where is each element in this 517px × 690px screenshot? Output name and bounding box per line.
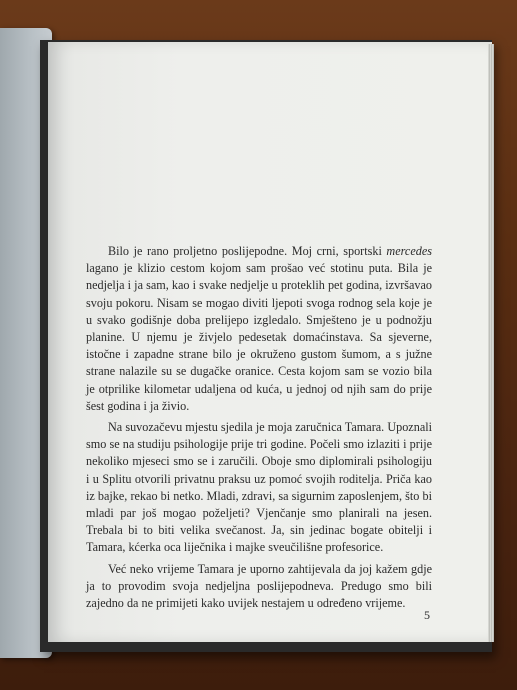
paragraph-1: Bilo je rano proljetno poslijepodne. Moj crni, sportski mercedes lagano je klizio cestom kojom sam prošao već stotinu puta. Bila je nedjelja i ja sam, kao i svake nedjelje u proteklih pet godina, izvršavao svoju pokoru. Nisam se mogao diviti ljepoti svoga rodnog sela koje je u svako godišnje doba prelijepo izgledalo. Smješteno je u podnožju planine. U njemu je živjelo pedesetak domaćinstava. Sa sjeverne, istočne i zapadne strane bilo je okruženo gustom šumom, a s južne strane nalazile su se dugačke oranice. Cesta kojom sam se vozio bila je otprilike kilometar udaljena od kuća, u jednoj od njih sam do prije šest godina i ja živio. — [86, 244, 432, 413]
body-text — [86, 243, 432, 612]
paragraph-2: Na suvozačevu mjestu sjedila je moja zaručnica Tamara. Upoznali smo se na studiju psihologije prije tri godine. Počeli smo izlaziti i prije nekoliko mjeseci smo se i zaručili. Oboje smo diplomirali psihologiju i u Splitu otvorili privatnu praksu uz pomoć svojih roditelja. Priča kao iz bajke, rekao bi netko. Mladi, zdravi, sa sigurnim zaposlenjem, što bi mladi par još mogao poželjeti? Vjenčanje smo planirali na jesen. Trebala bi to biti velika svečanost. Ja, sin jedinac bogate obitelji i Tamara, kćerka oca liječnika i majke sveučilišne profesorice. — [86, 420, 432, 555]
paragraph-3: Već neko vrijeme Tamara je uporno zahtijevala da joj kažem gdje ja to provodim svoja nedjeljna poslijepodneva. Predugo smo bili zajedno da ne primijeti kako uvijek nestajem u određeno vrijeme. — [86, 561, 432, 611]
page-number: 5 — [424, 608, 430, 622]
page-edges — [488, 44, 494, 642]
